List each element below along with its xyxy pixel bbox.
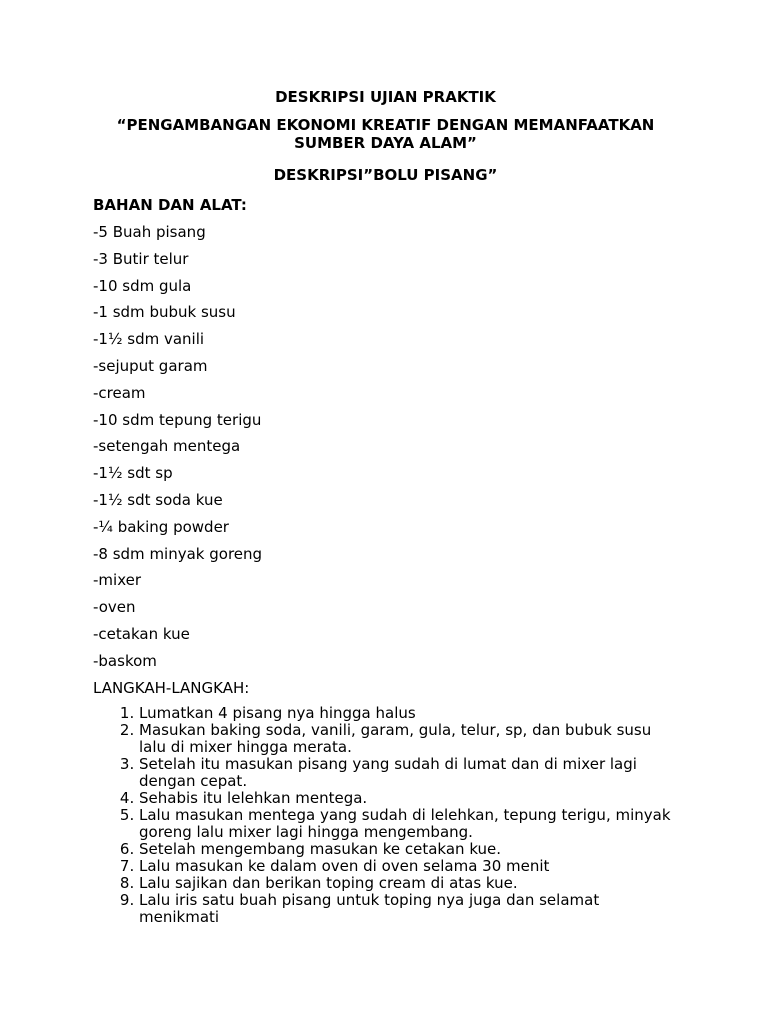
ingredient-item: -oven (93, 598, 136, 617)
ingredient-item: -setengah mentega (93, 437, 241, 456)
ingredient-item: -sejuput garam (93, 356, 208, 375)
step-item: 1. Lumatkan 4 pisang nya hingga halus (139, 705, 678, 722)
ingredient-item: -mixer (93, 571, 142, 590)
step-item: 5. Lalu masukan mentega yang sudah di lelehkan, tepung terigu, minyak goreng lalu mixer lagi hingga mengembang. (139, 807, 678, 841)
steps-list (93, 705, 678, 926)
document-title: DESKRIPSI UJIAN PRAKTIK (275, 88, 496, 106)
ingredient-item: -1 sdm bubuk susu (93, 303, 236, 322)
ingredient-item: -cetakan kue (93, 624, 190, 643)
step-item: 7. Lalu masukan ke dalam oven di oven selama 30 menit (139, 858, 678, 875)
ingredient-item: -1½ sdm vanili (93, 330, 205, 349)
document-description-title: DESKRIPSI”BOLU PISANG” (273, 166, 498, 184)
document-subtitle: “PENGAMBANGAN EKONOMI KREATIF DENGAN MEMANFAATKAN SUMBER DAYA ALAM” (116, 116, 655, 152)
ingredient-item: -10 sdm tepung terigu (93, 410, 262, 429)
step-item: 8. Lalu sajikan dan berikan toping cream di atas kue. (139, 875, 678, 892)
step-item: 9. Lalu iris satu buah pisang untuk toping nya juga dan selamat menikmati (139, 892, 678, 926)
step-item: 6. Setelah mengembang masukan ke cetakan kue. (139, 841, 678, 858)
ingredient-item: -cream (93, 383, 146, 402)
ingredient-item: -1½ sdt soda kue (93, 490, 223, 509)
step-item: 3. Setelah itu masukan pisang yang sudah di lumat dan di mixer lagi dengan cepat. (139, 756, 678, 790)
ingredient-item: -10 sdm gula (93, 276, 192, 295)
ingredient-item: -8 sdm minyak goreng (93, 544, 263, 563)
ingredient-item: -1½ sdt sp (93, 464, 173, 483)
ingredient-item: -¼ baking powder (93, 517, 229, 536)
step-item: 2. Masukan baking soda, vanili, garam, gula, telur, sp, dan bubuk susu lalu di mixer hingga merata. (139, 722, 678, 756)
ingredients-heading: BAHAN DAN ALAT: (93, 196, 247, 214)
ingredient-item: -3 Butir telur (93, 249, 189, 268)
ingredients-list (93, 223, 678, 670)
ingredient-item: -baskom (93, 651, 157, 670)
step-item: 4. Sehabis itu lelehkan mentega. (139, 790, 678, 807)
steps-heading: LANGKAH-LANGKAH: (93, 678, 250, 697)
ingredient-item: -5 Buah pisang (93, 223, 206, 241)
